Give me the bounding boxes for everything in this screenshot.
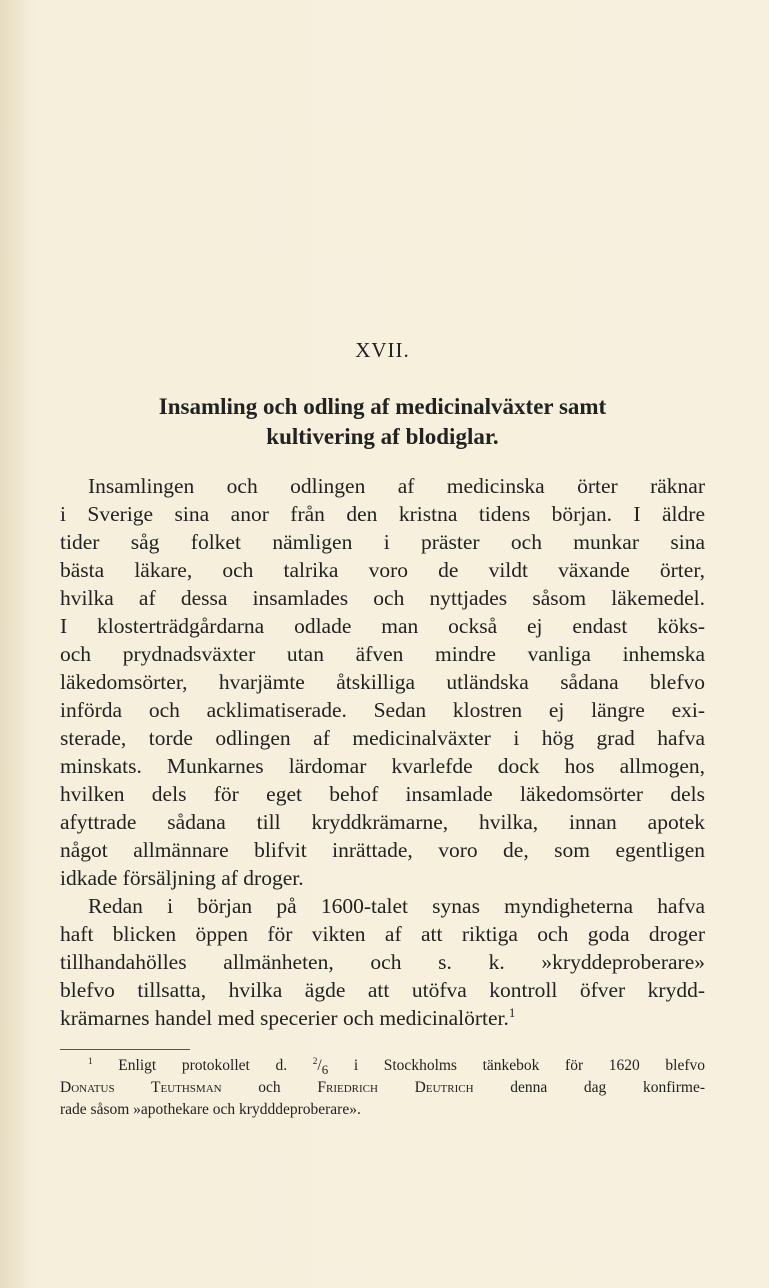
text-line: införda och acklimatiserade. Sedan klostren ej längre exi- — [60, 698, 705, 722]
text-line: tider såg folket nämligen i präster och munkar sina — [60, 530, 705, 554]
text-line: idkade försäljning af droger. — [60, 866, 304, 890]
text-line: krämarnes handel med specerier och medicinalörter. — [60, 1006, 509, 1030]
text-line: afyttrade sådana till kryddkrämarne, hvilka, innan apotek — [60, 810, 705, 834]
chapter-title — [60, 392, 705, 452]
person-name: Donatus Teuthsman — [60, 1079, 222, 1096]
footnote-line: $^1$ Enligt protokollet d. $^2/_6$ i Stockholms tänkebok för 1620 blefvo — [88, 1056, 706, 1078]
footnote — [60, 1055, 705, 1121]
title-line: kultivering af blodiglar. — [266, 424, 499, 449]
text-line: hvilken dels för eget behof insamlade läkedomsörter dels — [60, 782, 705, 806]
text-line: I klosterträdgårdarna odlade man också ej endast köks- — [60, 614, 705, 638]
date-numerator: 2 — [312, 1056, 318, 1067]
footnote-line: rade såsom »apothekare och krydddeproberare». — [60, 1101, 361, 1118]
text-line: blefvo tillsatta, hvilka ägde att utöfva kontroll öfver krydd- — [60, 978, 705, 1002]
text-line: något allmännare blifvit inrättade, voro de, som egentligen — [60, 838, 705, 862]
chapter-number: XVII. — [355, 338, 410, 362]
footnote-line: Donatus Teuthsman och Friedrich Deutrich denna dag konfirme- — [60, 1079, 705, 1096]
footnote-divider — [60, 1049, 190, 1050]
person-name: Friedrich Deutrich — [317, 1079, 474, 1096]
text-line: haft blicken öppen för vikten af att riktiga och goda droger — [60, 922, 705, 946]
text-line: Insamlingen och odlingen af medicinska örter räknar — [88, 474, 705, 498]
text-line: och prydnadsväxter utan äfven mindre vanliga inhemska — [60, 642, 705, 666]
text-line: bästa läkare, och talrika voro de vildt växande örter, — [60, 558, 705, 582]
text-line: tillhandahölles allmänheten, och s. k. »kryddeproberare» — [60, 950, 705, 974]
book-spine-shadow — [0, 0, 28, 1288]
text-line: hvilka af dessa insamlades och nyttjades såsom läkemedel. — [60, 586, 705, 610]
footnote-marker: 1 — [88, 1056, 93, 1067]
text-line: sterade, torde odlingen af medicinalväxter i hög grad hafva — [60, 726, 705, 750]
text-line: läkedomsörter, hvarjämte åtskilliga utländska sådana blefvo — [60, 670, 705, 694]
date-denominator: 6 — [321, 1062, 329, 1078]
page — [60, 0, 705, 1288]
text-line-with-footnote-ref — [60, 1004, 705, 1032]
text-line: i Sverige sina anor från den kristna tidens början. I äldre — [60, 502, 705, 526]
body-text — [60, 472, 705, 1032]
text-line: minskats. Munkarnes lärdomar kvarlefde dock hos allmogen, — [60, 754, 705, 778]
footnote-reference: 1 — [508, 1005, 516, 1020]
text-line: Redan i början på 1600-talet synas myndigheterna hafva — [88, 894, 705, 918]
title-line: Insamling och odling af medicinalväxter samt — [158, 394, 607, 419]
